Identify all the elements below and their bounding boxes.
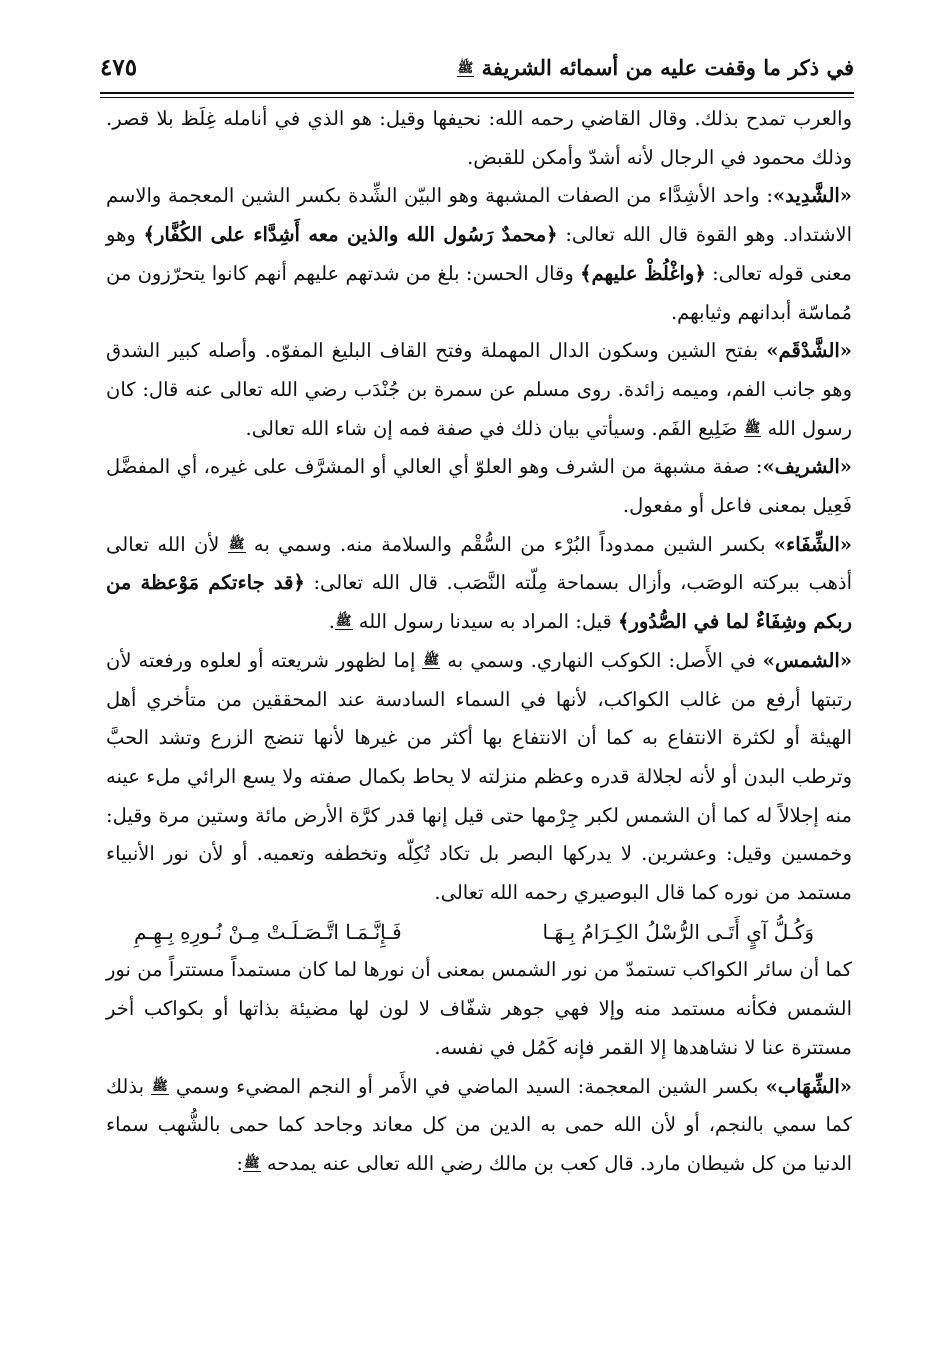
entry-term: «الشِّهَاب» [765, 1074, 852, 1098]
paragraph-text: في الأَصل: الكوكب النهاري. وسمي به [440, 648, 763, 672]
entry-term: «الشِّفَاء» [773, 532, 852, 556]
paragraph-text: إما لظهور شريعته أو لعلوه ورفعته لأن رتبتها أرفع من غالب الكواكب، لأنها في السماء السادسة عند المحققين من متأخري أهل الهيئة أو لكثرة الانتفاع به كما أن الانتفاع بها أكثر من غيرها لأنها تنضج الزرع وتشد الحبَّ وترطب البدن أو لأنه لجلالة قدره وعظم منزلته لا يحاط بكمال صفته ولا يسع الرائي ملء عينه منه إجلالاً له كما أن الشمس لكبر جِرْمها حتى قيل إنها قدر كرَّة الأرض مائة وستين مرة وقيل: وخمسين وقيل: وعشرين. لا يدركها البصر بل تكاد تُكِلّه وتخطفه وتعميه. أو لأن نور الأنبياء مستمد من نوره كما قال البوصيري رحمه الله تعالى. [106, 648, 852, 905]
quran-verse: ﴿واغْلُظْ عليهم﴾ [580, 261, 706, 285]
salawat-seal-icon: ﷺ [457, 60, 474, 76]
running-title [457, 55, 854, 80]
paragraph-continuation [106, 100, 852, 177]
paragraph-text: بكسر الشين ممدوداً البُرْء من السُّقْم والسلامة منه. وسمي به [245, 532, 774, 556]
paragraph-text: ضَلِيع الفَم. وسيأتي بيان ذلك في صفة فمه إن شاء الله تعالى. [245, 416, 744, 440]
salawat-seal-icon: ﷺ [243, 1155, 260, 1171]
paragraph-al-sharif [106, 448, 852, 525]
entry-term: «الشمس» [762, 648, 853, 672]
paragraph-text: لأن الله تعالى أذهب ببركته الوصَب، وأزال بسماحة مِلّته النَّصَب. قال الله تعالى: [106, 532, 852, 595]
poem-verse [106, 913, 852, 952]
paragraph-text: والعرب تمدح بذلك. وقال القاضي رحمه الله: نحيفها وقيل: هو الذي في أنامله غِلَظ بلا قصر. وذلك محمود في الرجال لأنه أشدّ وأمكن للقبض. [106, 107, 852, 169]
paragraph-text: كما أن سائر الكواكب تستمدّ من نور الشمس بمعنى أن نورها لما كان مستمداً مستتراً من نور الشمس فكأنه مستمد منه وإلا فهي جوهر شفّاف لا لون لها مضيئة بذاتها أو بكواكب أخر مستترة عنا لا نشاهدها إلا القمر فإنه كَمُل في نفسه. [106, 958, 852, 1059]
salawat-seal-icon: ﷺ [152, 1078, 168, 1094]
paragraph-text: وهو معنى قوله تعالى: [106, 223, 852, 285]
paragraph-text: بفتح الشين وسكون الدال المهملة وفتح القاف البليغ المفوّه. وأصله كبير الشدق وهو جانب الفم، وميمه زائدة. روى مسلم عن سمرة بن جُنْدَب رضي الله تعالى عنه قال: كان رسول الله [106, 339, 852, 440]
paragraph-text: قيل: المراد به سيدنا رسول الله [352, 610, 619, 634]
entry-term: «الشَّدِيد» [772, 184, 852, 208]
paragraph-al-shadqam [106, 332, 852, 448]
paragraph-text: : [236, 1151, 243, 1175]
paragraph-text: : صفة مشبهة من الشرف وهو العلوّ أي العالي أو المشرَّف على غيره، أي المفضَّل فَعِيل بمعنى فاعل أو مفعول. [106, 455, 852, 518]
paragraph-text: وقال الحسن: بلغ من شدتهم عليهم أنهم كانوا يتحرّزون من مُماسّة أبدانهم وثيابهم. [106, 261, 852, 324]
header-rule [100, 92, 854, 98]
paragraph-text: . [328, 610, 335, 634]
paragraph-al-shifa [106, 526, 852, 642]
salawat-seal-icon: ﷺ [228, 536, 245, 552]
entry-term: «الشريف» [762, 455, 852, 479]
salawat-seal-icon: ﷺ [423, 652, 440, 668]
paragraph-al-shams [106, 642, 852, 913]
poem-second-hemistich: فَـإِنَّـمَـا اتَّـصَـلَـتْ مِـنْ نُـورِهِ بِـهِـمِ [134, 919, 402, 944]
paragraph-after-poem [106, 951, 852, 1067]
poem-first-hemistich: وَكُـلُّ آيٍ أَتَـى الرُّسْلُ الكِـرَامُ بِـهَـا [542, 919, 814, 944]
page-number: ٤٧٥ [100, 53, 138, 81]
quran-verse: ﴿قد جاءتكم مَوْعظة من ربكم وشِفَاءٌ لما في الصُّدُور﴾ [106, 571, 852, 634]
salawat-seal-icon: ﷺ [744, 420, 761, 436]
quran-verse: ﴿محمدٌ رَسُول الله والذين معه أَشِدَّاء على الكُفَّار﴾ [143, 223, 558, 247]
salawat-seal-icon: ﷺ [335, 614, 352, 630]
paragraph-text: بذلك كما سمي بالنجم، أو لأن الله حمى به الدين من كل معاند وجاحد كما حمى بالشُّهب سماء الدنيا من كل شيطان مارد. قال كعب بن مالك رضي الله تعالى عنه يمدحه [106, 1074, 852, 1175]
page-body [106, 100, 852, 1320]
paragraph-text: بكسر الشين المعجمة: السيد الماضي في الأَمر أو النجم المضيء وسمي [168, 1074, 766, 1098]
entry-term: «الشَّدْقَم» [766, 339, 852, 363]
paragraph-al-shadid [106, 177, 852, 332]
paragraph-text: : واحد الأشِدَّاء من الصفات المشبهة وهو البيّن الشِّدة بكسر الشين المعجمة والاسم الاشتداد. وهو القوة قال الله تعالى: [106, 184, 852, 247]
paragraph-al-shihab [106, 1068, 852, 1184]
running-title-text: في ذكر ما وقفت عليه من أسمائه الشريفة [481, 54, 854, 80]
running-header [100, 44, 854, 90]
